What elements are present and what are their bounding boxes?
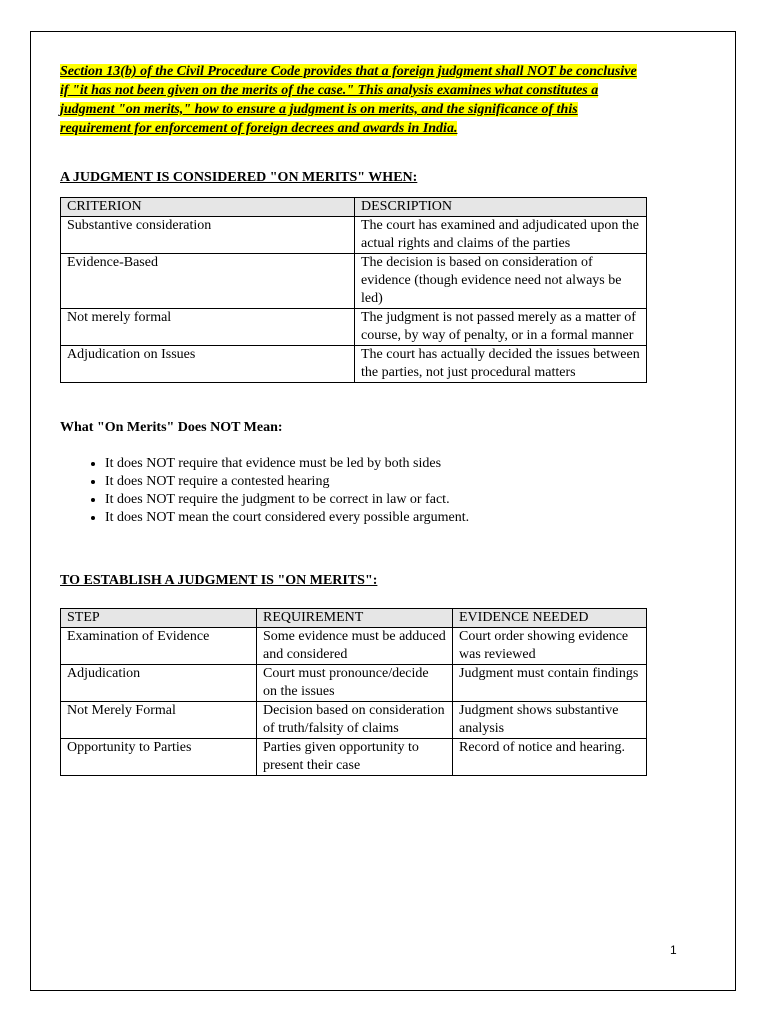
document-content [60,62,648,776]
column-header: DESCRIPTION [355,198,647,217]
table-row [61,739,647,776]
not-mean-list [60,455,648,527]
table-cell: Parties given opportunity to present their case [257,739,453,776]
table-row [61,217,647,254]
list-item: • It does NOT require that evidence must be led by both sides [105,455,648,473]
table-row [61,254,647,309]
table-cell: Not Merely Formal [61,702,257,739]
table-header-row [61,198,647,217]
steps-table [60,608,647,776]
table-row [61,702,647,739]
table-cell: Adjudication [61,665,257,702]
table-header-row [61,609,647,628]
list-item: • It does NOT require the judgment to be correct in law or fact. [105,491,648,509]
table-row [61,665,647,702]
table-cell: The decision is based on consideration of evidence (though evidence need not always be led) [355,254,647,309]
section3-heading: TO ESTABLISH A JUDGMENT IS "ON MERITS": [60,573,378,588]
intro-highlight: Section 13(b) of the Civil Procedure Code provides that a foreign judgment shall NOT be conclusive if "it has not been given on the merits of the case." This analysis examines what constitutes a judgment "on merits," how to ensure a judgment is on merits, and the significance of this requirement for enforcement of foreign decrees and awards in India. [60,64,637,136]
table-cell: Record of notice and hearing. [453,739,647,776]
section2-heading: What "On Merits" Does NOT Mean: [60,420,283,435]
table-cell: Judgment must contain findings [453,665,647,702]
table-cell: Opportunity to Parties [61,739,257,776]
table-cell: The court has actually decided the issues between the parties, not just procedural matters [355,346,647,383]
list-item: • It does NOT mean the court considered every possible argument. [105,509,648,527]
table-cell: Court must pronounce/decide on the issues [257,665,453,702]
column-header: STEP [61,609,257,628]
column-header: REQUIREMENT [257,609,453,628]
table-cell: Examination of Evidence [61,628,257,665]
intro-paragraph [60,62,648,138]
table-cell: The court has examined and adjudicated upon the actual rights and claims of the parties [355,217,647,254]
table-cell: Some evidence must be adduced and considered [257,628,453,665]
criteria-table [60,197,647,383]
table-cell: Substantive consideration [61,217,355,254]
table-cell: Decision based on consideration of truth/falsity of claims [257,702,453,739]
section1-heading: A JUDGMENT IS CONSIDERED "ON MERITS" WHEN: [60,170,418,185]
table-row [61,346,647,383]
list-item: • It does NOT require a contested hearing [105,473,648,491]
table-cell: Adjudication on Issues [61,346,355,383]
table-row [61,628,647,665]
table-row [61,309,647,346]
table-cell: Not merely formal [61,309,355,346]
table-cell: Court order showing evidence was reviewed [453,628,647,665]
column-header: CRITERION [61,198,355,217]
table-cell: The judgment is not passed merely as a matter of course, by way of penalty, or in a formal manner [355,309,647,346]
column-header: EVIDENCE NEEDED [453,609,647,628]
page-number: 1 [670,943,677,957]
table-cell: Judgment shows substantive analysis [453,702,647,739]
table-cell: Evidence-Based [61,254,355,309]
